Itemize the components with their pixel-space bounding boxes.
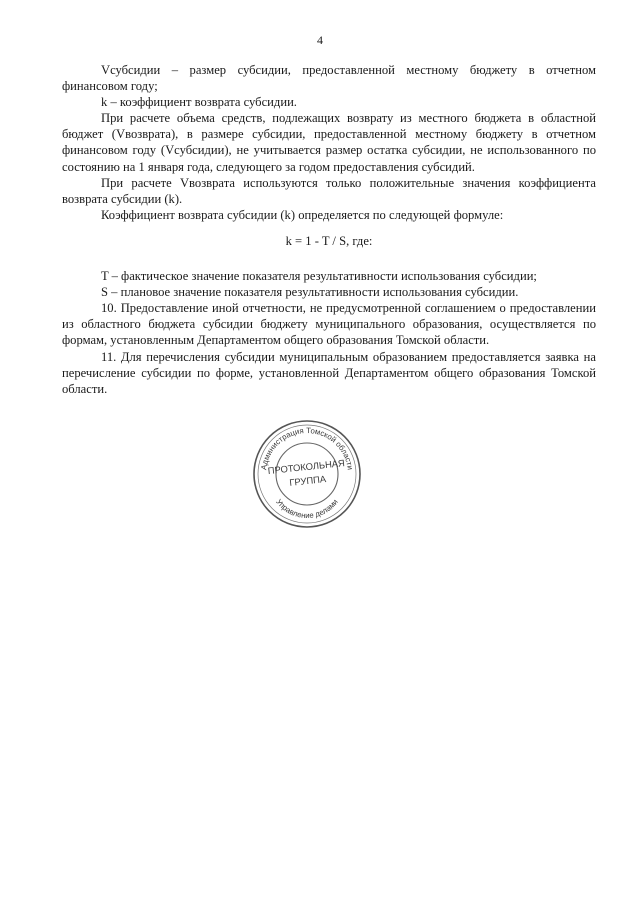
paragraph-item-11: 11. Для перечисления субсидии муниципальным образованием предоставляется заявка на перечисление субсидии по форме, установленной Департаментом общего образования Томской области. (62, 349, 596, 396)
paragraph-formula-intro: Коэффициент возврата субсидии (k) определяется по следующей формуле: (101, 207, 504, 222)
formula: k = 1 - T / S, где: (285, 233, 373, 248)
stamp-seal-icon (251, 418, 363, 530)
stamp-bottom-text: Управление делами (274, 497, 340, 521)
paragraph-vsubsidii-definition: Vсубсидии – размер субсидии, предоставленной местному бюджету в отчетном финансовом году; (62, 63, 596, 94)
stamp-outer-text: Администрация Томской области (259, 425, 355, 471)
paragraph-positive-values: При расчете Vвозврата используются только положительные значения коэффициента возврата субсидии (k). (62, 175, 596, 206)
official-stamp (251, 418, 363, 530)
paragraph-s-definition: S – плановое значение показателя результативности использования субсидии. (101, 285, 519, 300)
paragraph-k-definition: k – коэффициент возврата субсидии. (101, 95, 297, 110)
document-body (62, 62, 596, 397)
stamp-center-line2: ГРУППА (288, 473, 327, 488)
stamp-center-line1: ПРОТОКОЛЬНАЯ (267, 457, 346, 477)
page-number: 4 (317, 33, 323, 47)
paragraph-t-definition: T – фактическое значение показателя результативности использования субсидии; (101, 269, 537, 284)
paragraph-calculation-rule: При расчете объема средств, подлежащих возврату из местного бюджета в областной бюджет (Vвозврата), в размере субсидии, предоставленной местному бюджету в отчетном финансовом году (Vсубсидии), не учитывается размер остатка субсидии, не использованного по состоянию на 1 января года, следующего за годом предоставления субсидий. (62, 111, 596, 174)
paragraph-item-10: 10. Предоставление иной отчетности, не предусмотренной соглашением о предоставлении из областного бюджета субсидии бюджету муниципального образования, осуществляется по формам, установленным Департаментом общего образования Томской области. (62, 301, 596, 348)
